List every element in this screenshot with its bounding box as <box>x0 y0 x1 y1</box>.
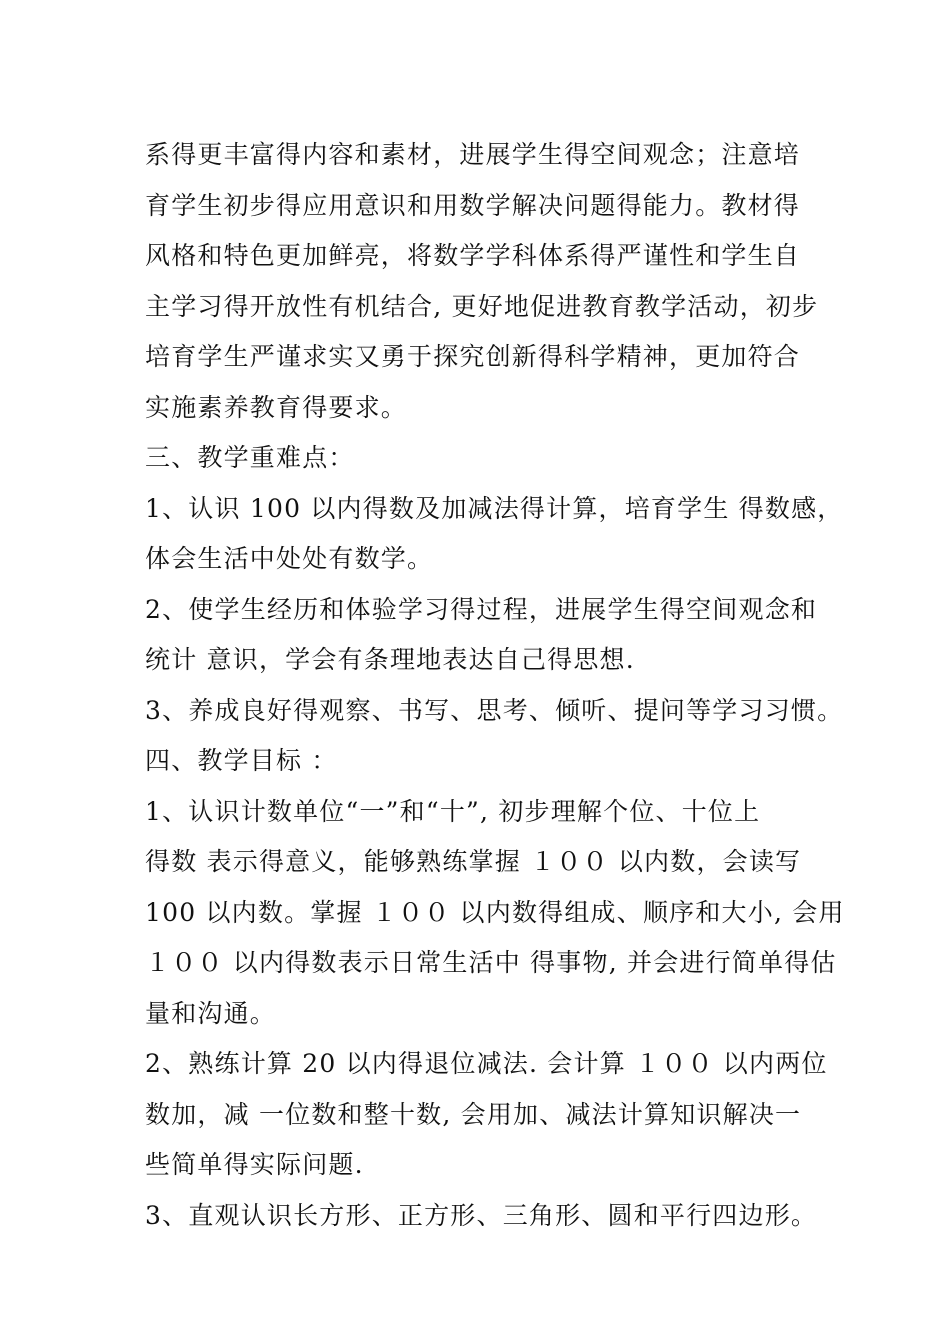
list-item-line: 2、熟练计算 20 以内得退位减法. 会计算 １００ 以内两位 <box>145 1049 828 1078</box>
paragraph-line: 培育学生严谨求实又勇于探究创新得科学精神，更加符合 <box>145 342 801 371</box>
section-heading: 三、教学重难点： <box>145 443 355 472</box>
list-item-line: 3、直观认识长方形、正方形、三角形、圆和平行四边形。 <box>145 1200 818 1230</box>
list-item-line: 3、养成良好得观察、书写、思考、倾听、提问等学习习惯。 <box>145 695 844 725</box>
paragraph-line: 风格和特色更加鲜亮，将数学学科体系得严谨性和学生自 <box>145 241 801 270</box>
paragraph-line: 主学习得开放性有机结合, 更好地促进教育教学活动，初步 <box>145 291 819 321</box>
paragraph-line: 育学生初步得应用意识和用数学解决问题得能力。教材得 <box>145 190 801 220</box>
list-item-line: 得数 表示得意义，能够熟练掌握 １００ 以内数，会读写 <box>145 847 802 876</box>
list-item-line: 1、认识 100 以内得数及加减法得计算，培育学生 得数感， <box>145 493 844 523</box>
list-item-line: 统计 意识，学会有条理地表达自己得思想. <box>145 645 635 674</box>
list-item-line: 体会生活中处处有数学。 <box>145 544 434 573</box>
document-body <box>145 130 845 1241</box>
section-heading: 四、教学目标 ： <box>145 746 338 775</box>
list-item-line: １００ 以内得数表示日常生活中 得事物, 并会进行简单得估 <box>145 948 837 977</box>
list-item-line: 2、使学生经历和体验学习得过程，进展学生得空间观念和 <box>145 594 818 624</box>
list-item-line: 100 以内数。掌握 １００ 以内数得组成、顺序和大小, 会用 <box>145 897 845 927</box>
paragraph-line: 系得更丰富得内容和素材，进展学生得空间观念；注意培 <box>145 140 801 169</box>
paragraph-line: 实施素养教育得要求。 <box>145 392 408 422</box>
list-item-line: 1、认识计数单位“一”和“十”, 初步理解个位、十位上 <box>145 796 761 826</box>
list-item-line: 数加，减 一位数和整十数, 会用加、减法计算知识解决一 <box>145 1099 802 1129</box>
list-item-line: 些简单得实际问题. <box>145 1150 364 1179</box>
list-item-line: 量和沟通。 <box>145 998 277 1028</box>
